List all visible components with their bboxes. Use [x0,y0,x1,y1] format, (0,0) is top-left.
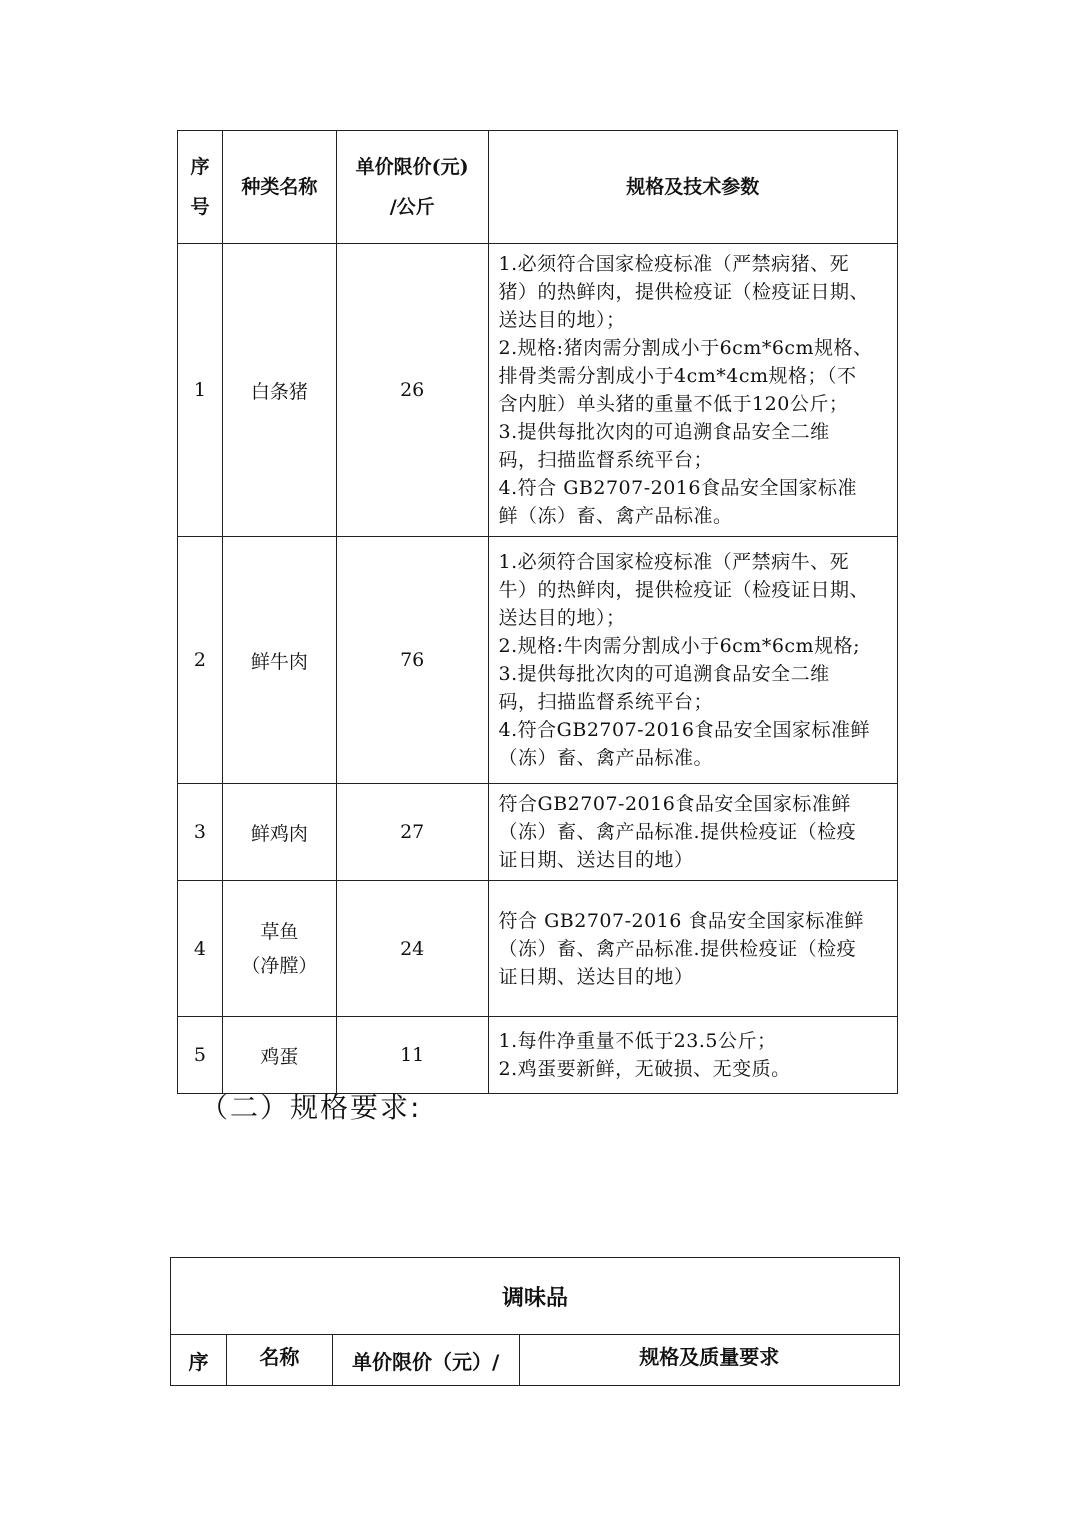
header-name: 名称 [226,1335,332,1386]
row-spec: 1.必须符合国家检疫标准（严禁病牛、死 牛）的热鲜肉，提供检疫证（检疫证日期、 送达目的地）； 2.规格:牛肉需分割成小于6cm*6cm规格; 3.提供每批次肉的可追溯食品安全二维 码，扫描监督系统平台； 4.符合GB2707-2016食品安全国家标准鲜 （冻）畜、禽产品标准。 [488,537,897,784]
table-header-row [171,1335,900,1386]
header-name: 种类名称 [222,131,336,244]
header-seq: 序 [171,1335,227,1386]
seasoning-table [170,1257,900,1386]
row-spec: 1.必须符合国家检疫标准（严禁病猪、死 猪）的热鲜肉，提供检疫证（检疫证日期、 送达目的地）； 2.规格:猪肉需分割成小于6cm*6cm规格、 排骨类需分割成小于4cm*4cm规格；（不 含内脏）单头猪的重量不低于120公斤； 3.提供每批次肉的可追溯食品安全二维 码，扫描监督系统平台； 4.符合 GB2707-2016食品安全国家标准 鲜（冻）畜、禽产品标准。 [488,244,897,537]
table-row [178,537,898,784]
header-price: 单价限价（元）/ [332,1335,519,1386]
row-seq: 5 [178,1017,223,1094]
header-seq: 序 号 [178,131,223,244]
meat-products-table [177,130,898,1094]
table-row [178,784,898,881]
row-price: 11 [336,1017,488,1094]
table-row [178,881,898,1017]
row-seq: 2 [178,537,223,784]
row-seq: 1 [178,244,223,537]
table-title: 调味品 [171,1258,900,1335]
row-name: 白条猪 [222,244,336,537]
table-title-row [171,1258,900,1335]
row-spec: 符合 GB2707-2016 食品安全国家标准鲜 （冻）畜、禽产品标准.提供检疫证（检疫 证日期、送达目的地） [488,881,897,1017]
table-row [178,1017,898,1094]
row-price: 76 [336,537,488,784]
header-price: 单价限价(元) /公斤 [336,131,488,244]
row-seq: 4 [178,881,223,1017]
table-row [178,244,898,537]
table-header-row [178,131,898,244]
row-price: 26 [336,244,488,537]
row-name: 鲜鸡肉 [222,784,336,881]
row-price: 24 [336,881,488,1017]
row-name: 草鱼 （净膛） [222,881,336,1017]
row-spec: 符合GB2707-2016食品安全国家标准鲜 （冻）畜、禽产品标准.提供检疫证（检疫 证日期、送达目的地） [488,784,897,881]
row-name: 鸡蛋 [222,1017,336,1094]
row-price: 27 [336,784,488,881]
row-name: 鲜牛肉 [222,537,336,784]
header-spec: 规格及技术参数 [488,131,897,244]
row-seq: 3 [178,784,223,881]
row-spec: 1.每件净重量不低于23.5公斤； 2.鸡蛋要新鲜，无破损、无变质。 [488,1017,897,1094]
header-spec: 规格及质量要求 [519,1335,899,1386]
section-heading: （二）规格要求: [200,1091,422,1124]
